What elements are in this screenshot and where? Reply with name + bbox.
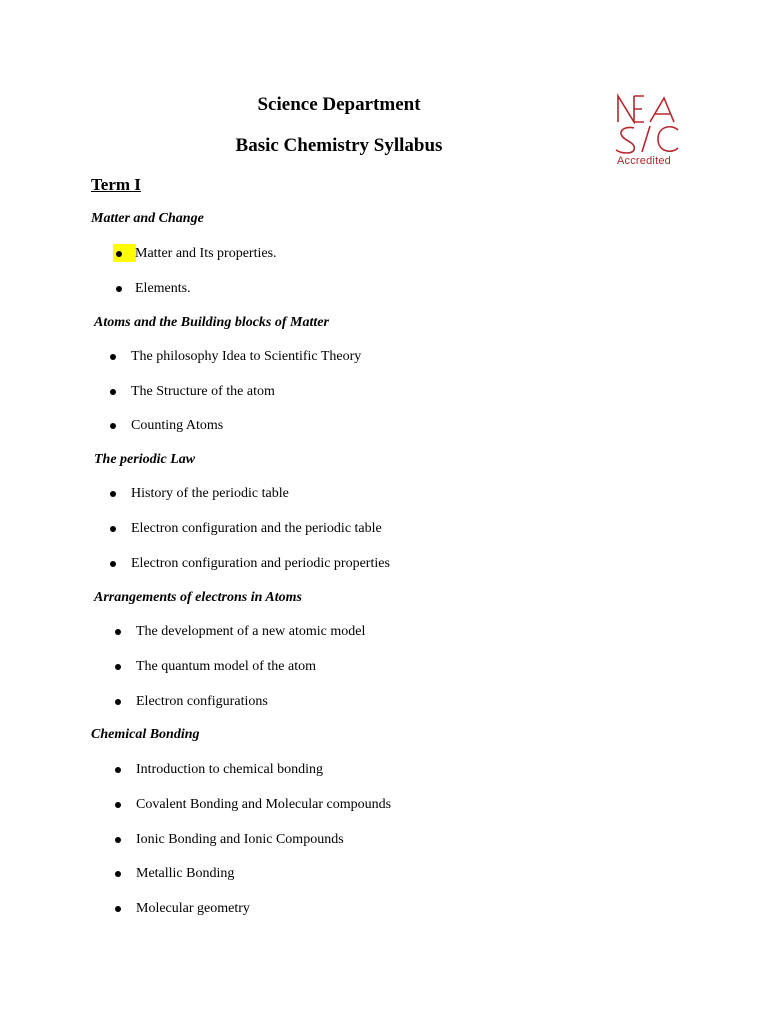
bullet-icon	[116, 251, 122, 257]
list-item: Molecular geometry	[136, 901, 250, 916]
list-item: Elements.	[135, 281, 191, 296]
list-item: The Structure of the atom	[131, 384, 275, 399]
bullet-icon	[115, 767, 121, 773]
bullet-icon	[115, 871, 121, 877]
bullet-icon	[115, 837, 121, 843]
section-title: The periodic Law	[94, 452, 196, 467]
bullet-icon	[116, 286, 122, 292]
bullet-icon	[115, 699, 121, 705]
logo-caption: Accredited	[617, 155, 671, 167]
list-item: Metallic Bonding	[136, 866, 235, 881]
list-item: The development of a new atomic model	[136, 624, 366, 639]
bullet-icon	[115, 664, 121, 670]
list-item: Introduction to chemical bonding	[136, 762, 324, 777]
list-item: Ionic Bonding and Ionic Compounds	[136, 832, 344, 847]
bullet-icon	[110, 354, 116, 360]
list-item: Matter and Its properties.	[135, 246, 277, 261]
department-title: Science Department	[257, 94, 421, 115]
section-title: Matter and Change	[91, 211, 204, 226]
bullet-icon	[115, 906, 121, 912]
section-title: Atoms and the Building blocks of Matter	[94, 315, 329, 330]
list-item: Covalent Bonding and Molecular compounds	[136, 797, 392, 812]
bullet-icon	[110, 561, 116, 567]
list-item: History of the periodic table	[131, 486, 289, 501]
bullet-icon	[115, 802, 121, 808]
bullet-icon	[115, 629, 121, 635]
bullet-icon	[110, 423, 116, 429]
list-item: The quantum model of the atom	[136, 659, 317, 674]
section-title: Arrangements of electrons in Atoms	[94, 590, 302, 605]
list-item: Electron configuration and the periodic table	[131, 521, 382, 536]
section-title: Chemical Bonding	[91, 727, 200, 742]
syllabus-title: Basic Chemistry Syllabus	[235, 135, 443, 156]
list-item: Electron configurations	[136, 694, 268, 709]
bullet-icon	[110, 491, 116, 497]
list-item: Electron configuration and periodic properties	[131, 556, 390, 571]
list-item: The philosophy Idea to Scientific Theory	[131, 349, 362, 364]
list-item: Counting Atoms	[131, 418, 224, 433]
bullet-icon	[110, 389, 116, 395]
neasc-logo-mark	[612, 92, 688, 154]
term-heading: Term I	[91, 175, 141, 194]
bullet-icon	[110, 526, 116, 532]
